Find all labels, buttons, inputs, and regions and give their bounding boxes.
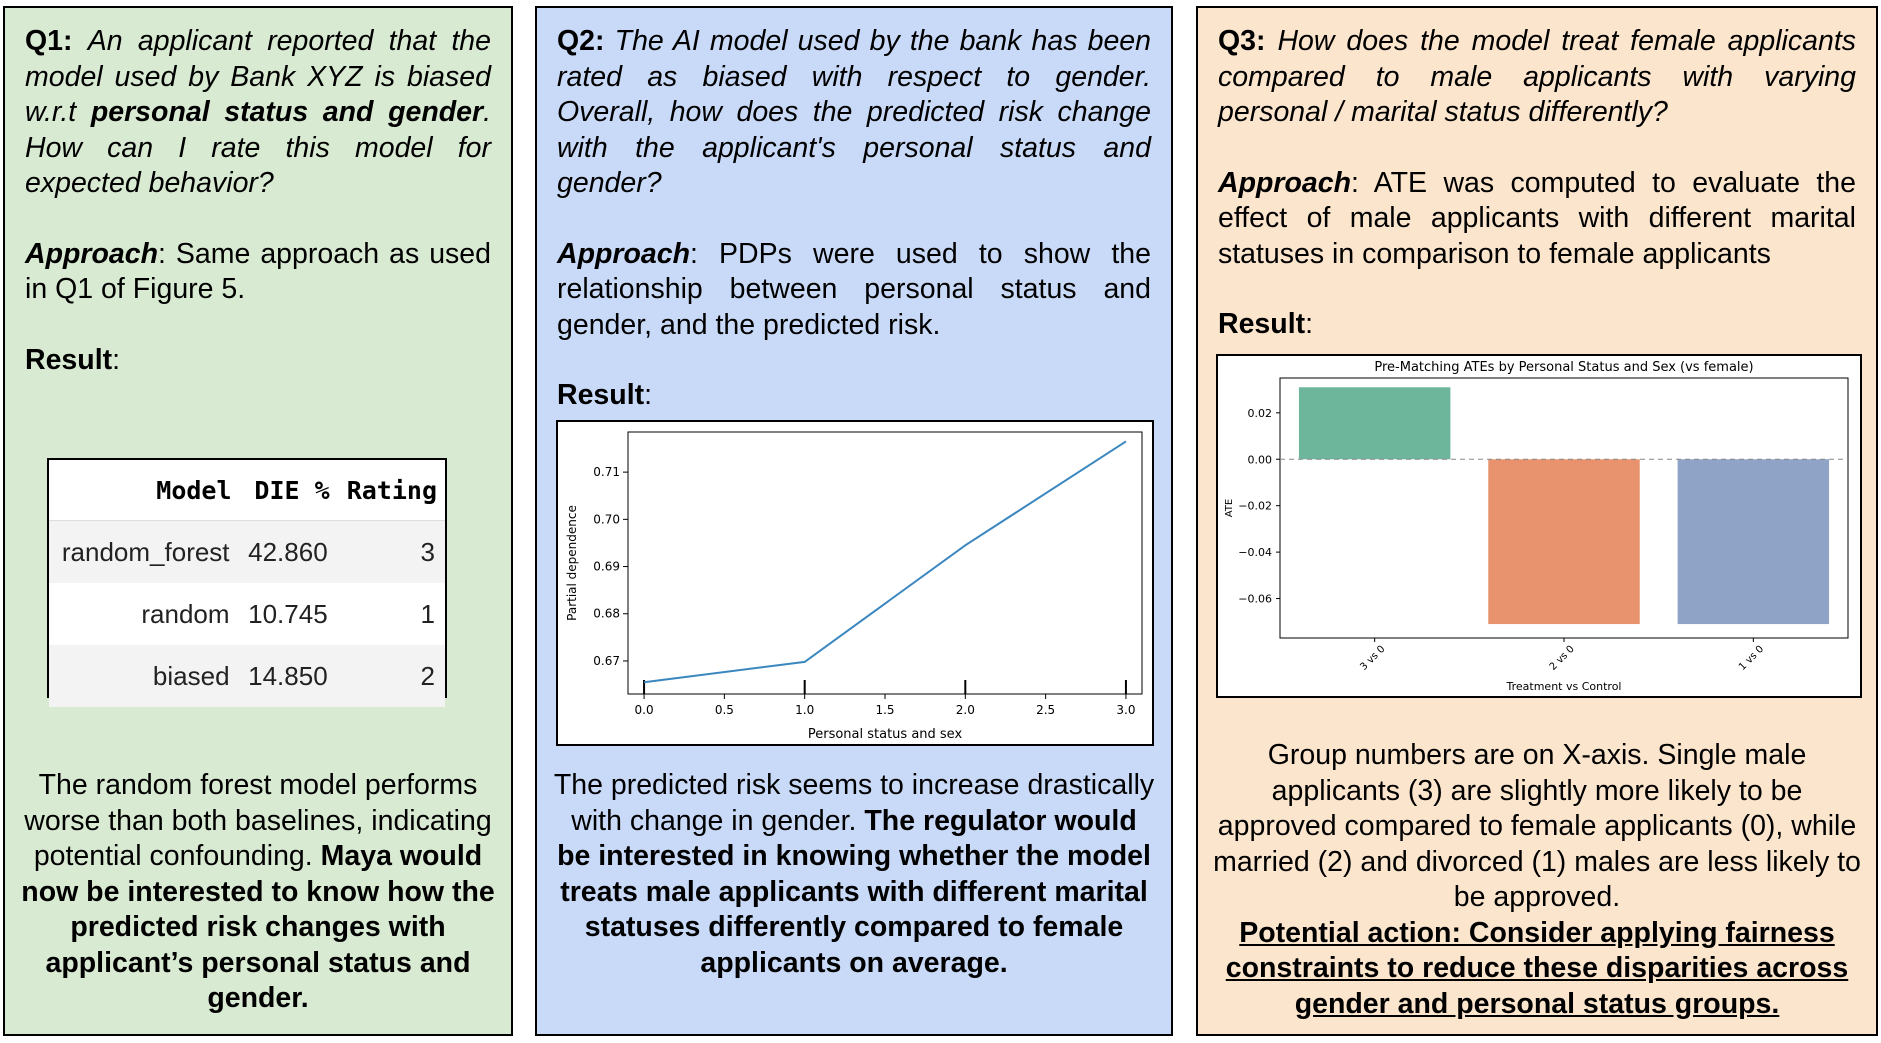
q1-approach: Approach: Same approach as used in Q1 of Figure 5. bbox=[25, 237, 491, 305]
table-row: random_forest 42.860 3 bbox=[49, 521, 445, 584]
q2-approach: Approach: PDPs were used to show the relationship between personal status and gender, and the predicted risk. bbox=[557, 237, 1151, 341]
y-tick-label: −0.04 bbox=[1238, 546, 1272, 560]
potential-action: Potential action: Consider applying fairness constraints to reduce these disparities across gender and personal status groups. bbox=[1225, 916, 1849, 1020]
die-table bbox=[47, 458, 447, 698]
x-tick-label: 3.0 bbox=[1116, 703, 1136, 717]
q1-label: Q1: bbox=[25, 25, 73, 57]
q1-result-label: Result: bbox=[25, 343, 121, 376]
table-row: random 10.745 1 bbox=[141, 598, 435, 629]
q3-result-label: Result: bbox=[1218, 308, 1314, 340]
y-tick-label: 0.00 bbox=[1247, 453, 1272, 467]
q1-question: Q1: An applicant reported that the model used by Bank XYZ is biased w.r.t personal status and gender. How can I rate this model for expected behavior? bbox=[25, 25, 492, 199]
panel-q1 bbox=[3, 6, 513, 1036]
table-row: biased 14.850 2 bbox=[49, 645, 445, 707]
pdp-chart bbox=[556, 420, 1154, 746]
ate-svg bbox=[1218, 356, 1860, 696]
ate-chart-title: Pre-Matching ATEs by Personal Status and Sex (vs female) bbox=[1374, 360, 1754, 375]
plot-frame bbox=[628, 432, 1142, 694]
ate-bar bbox=[1299, 387, 1450, 459]
ate-bar bbox=[1488, 459, 1639, 624]
y-axis-label: Partial dependence bbox=[565, 505, 579, 621]
q2-summary: The predicted risk seems to increase drastically with change in gender. The regulator would be interested in knowing whether the model treats male applicants with different marital statuses differently compared to female applicants on average. bbox=[553, 769, 1155, 979]
y-axis-label: ATE bbox=[1224, 498, 1235, 518]
x-tick-label: 2.0 bbox=[955, 703, 975, 717]
y-tick-label: −0.02 bbox=[1238, 499, 1272, 513]
x-axis-label: Treatment vs Control bbox=[1506, 680, 1622, 693]
q2-question: Q2: The AI model used by the bank has been rated as biased with respect to gender. Overall, how does the predicted risk change with the applicant's personal status and gender? bbox=[557, 25, 1152, 199]
ate-bar bbox=[1678, 459, 1829, 624]
panel-q3 bbox=[1196, 6, 1878, 1036]
ate-chart bbox=[1216, 354, 1862, 698]
x-tick-label: 1.0 bbox=[795, 703, 815, 717]
x-tick-label: 1 vs 0 bbox=[1736, 643, 1767, 673]
y-tick-label: −0.06 bbox=[1238, 592, 1272, 606]
pdp-svg bbox=[558, 422, 1152, 744]
y-tick-label: 0.02 bbox=[1247, 406, 1272, 420]
x-tick-label: 1.5 bbox=[875, 703, 895, 717]
q2-result-label: Result: bbox=[557, 379, 653, 411]
col-model: Model bbox=[49, 460, 240, 521]
q3-summary: Group numbers are on X-axis. Single male applicants (3) are slightly more likely to be approved compared to female applicants (0), while married (2) and divorced (1) males are less likely to be approved. Potential action: Consider applying fairness constraints to reduce these disparities across gender and personal status groups. bbox=[1213, 739, 1861, 1020]
panel-q2 bbox=[535, 6, 1173, 1036]
x-tick-label: 0.0 bbox=[634, 703, 654, 717]
col-rating: Rating bbox=[338, 460, 445, 521]
x-tick-label: 2 vs 0 bbox=[1547, 643, 1577, 673]
q3-approach: Approach: ATE was computed to evaluate the effect of male applicants with different marital statuses in comparison to female applicants bbox=[1218, 166, 1856, 270]
y-tick-label: 0.71 bbox=[593, 465, 620, 480]
x-tick-label: 2.5 bbox=[1036, 703, 1056, 717]
q1-summary: The random forest model performs worse than both baselines, indicating potential confounding. Maya would now be interested to know how the predicted risk changes with applicant’s personal status and gender. bbox=[21, 769, 495, 1014]
y-tick-label: 0.67 bbox=[593, 653, 620, 668]
y-tick-label: 0.70 bbox=[593, 512, 620, 527]
x-tick-label: 3 vs 0 bbox=[1358, 643, 1388, 673]
y-tick-label: 0.68 bbox=[593, 606, 620, 621]
y-tick-label: 0.69 bbox=[593, 559, 620, 574]
col-die: DIE % bbox=[240, 460, 338, 521]
x-axis-label: Personal status and sex bbox=[807, 727, 963, 742]
x-tick-label: 0.5 bbox=[714, 703, 734, 717]
q3-question: Q3: How does the model treat female applicants compared to male applicants with varying personal / marital status differently? bbox=[1218, 25, 1856, 128]
